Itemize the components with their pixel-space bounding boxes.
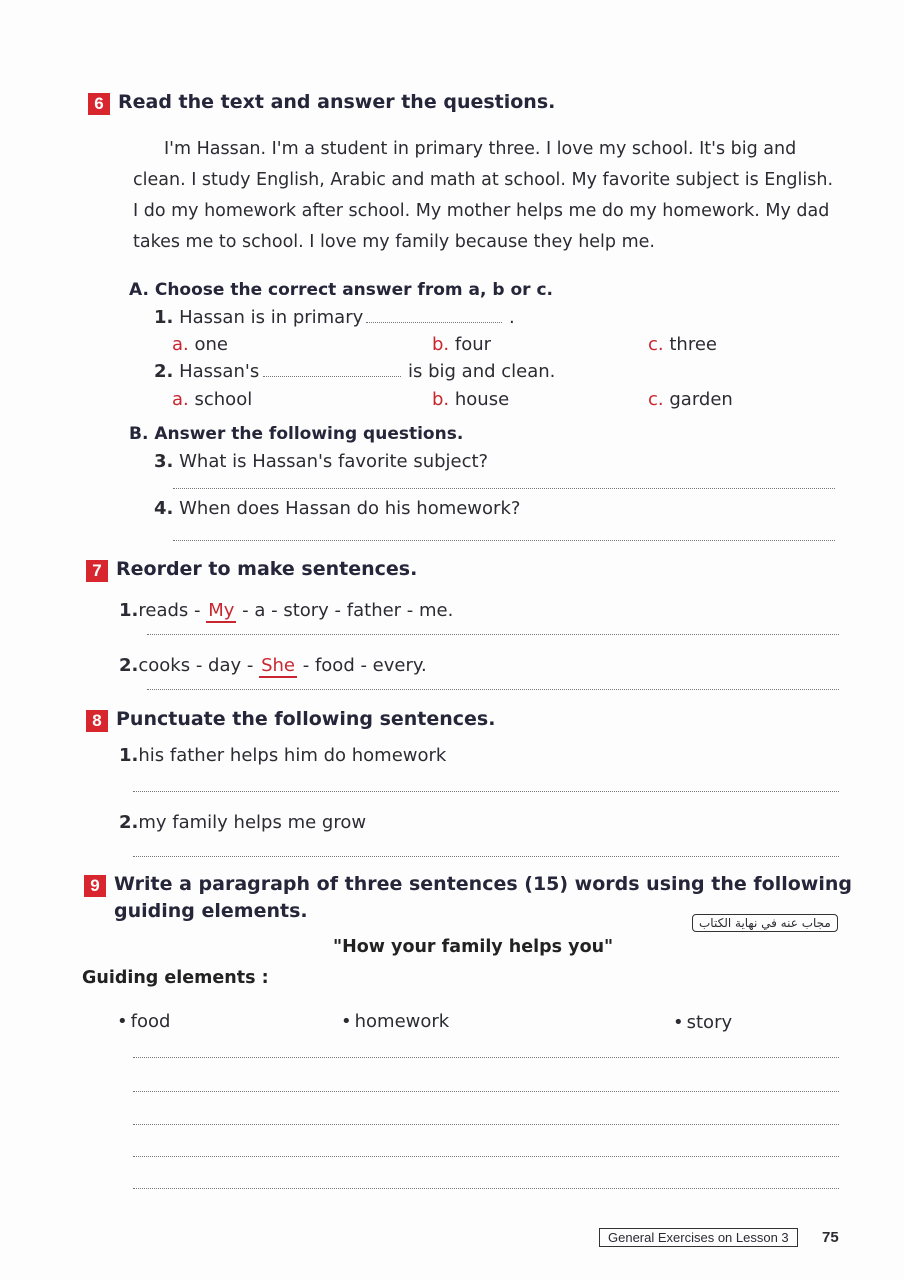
q2-option-b-letter: b.	[432, 389, 450, 410]
question-1-number: 1.	[154, 307, 174, 328]
question-2-end: is big and clean.	[408, 361, 556, 382]
exercise-9-title-line-2: guiding elements.	[114, 900, 308, 922]
reorder-1-answer-line[interactable]	[147, 634, 839, 635]
q1-option-b-letter: b.	[432, 334, 450, 355]
question-2-text: Hassan's	[179, 361, 260, 382]
question-2-number: 2.	[154, 361, 174, 382]
page-number: 75	[822, 1229, 839, 1246]
q2-option-b[interactable]	[432, 389, 509, 410]
reorder-2-pre: cooks - day -	[138, 655, 260, 676]
reorder-2-number: 2.	[119, 655, 139, 676]
paragraph-topic: "How your family helps you"	[333, 937, 614, 957]
punctuate-2-text: my family helps me grow	[138, 812, 367, 833]
exercise-7-badge: 7	[86, 560, 108, 582]
paragraph-line-4[interactable]	[133, 1156, 839, 1157]
guiding-element-food: • food	[117, 1011, 170, 1032]
exercise-9-title-line-1: Write a paragraph of three sentences (15) words using the following	[114, 873, 852, 895]
question-3-text: What is Hassan's favorite subject?	[179, 451, 489, 472]
q1-option-a[interactable]	[172, 334, 228, 355]
punctuate-2-answer-line[interactable]	[133, 856, 839, 857]
guiding-element-story: • story	[673, 1012, 732, 1033]
q1-option-c-text: three	[669, 334, 717, 355]
punctuate-1-answer-line[interactable]	[133, 791, 839, 792]
q2-option-b-text: house	[454, 389, 510, 410]
q1-option-a-letter: a.	[172, 334, 189, 355]
paragraph-line-5[interactable]	[133, 1188, 839, 1189]
reading-paragraph-line-2: clean. I study English, Arabic and math at school. My favorite subject is English.	[133, 170, 834, 190]
reading-paragraph-line-3: I do my homework after school. My mother helps me do my homework. My dad	[133, 201, 830, 221]
reorder-2-capital-word: She	[261, 655, 296, 676]
q2-option-a-text: school	[194, 389, 253, 410]
question-3-answer-line[interactable]	[173, 488, 835, 489]
question-4	[154, 498, 520, 519]
exercise-8-title: Punctuate the following sentences.	[116, 708, 496, 730]
question-4-text: When does Hassan do his homework?	[179, 498, 521, 519]
punctuate-sentence-2	[119, 812, 366, 833]
q2-option-c-letter: c.	[648, 389, 664, 410]
q1-option-c[interactable]	[648, 334, 717, 355]
question-1-blank[interactable]	[366, 322, 502, 323]
paragraph-line-2[interactable]	[133, 1091, 839, 1092]
paragraph-line-3[interactable]	[133, 1124, 839, 1125]
reading-paragraph-line-1: I'm Hassan. I'm a student in primary three. I love my school. It's big and	[164, 139, 797, 159]
exercise-6-title: Read the text and answer the questions.	[118, 91, 556, 113]
question-2-blank[interactable]	[263, 376, 401, 377]
q2-option-c-text: garden	[669, 389, 733, 410]
question-1-text: Hassan is in primary	[179, 307, 364, 328]
paragraph-line-1[interactable]	[133, 1057, 839, 1058]
q2-option-a[interactable]	[172, 389, 252, 410]
question-4-answer-line[interactable]	[173, 540, 835, 541]
reorder-1-number: 1.	[119, 600, 139, 621]
q1-option-b[interactable]	[432, 334, 491, 355]
q1-option-b-text: four	[454, 334, 492, 355]
question-1	[154, 307, 363, 328]
question-3-number: 3.	[154, 451, 174, 472]
question-2	[154, 361, 259, 382]
guiding-element-homework: • homework	[341, 1011, 449, 1032]
q2-option-c[interactable]	[648, 389, 733, 410]
reorder-1-capital-word: My	[208, 600, 235, 621]
footer-lesson-label: General Exercises on Lesson 3	[599, 1228, 798, 1247]
part-b-title: B. Answer the following questions.	[129, 424, 464, 444]
reorder-sentence-1	[119, 600, 453, 621]
question-3	[154, 451, 488, 472]
q2-option-a-letter: a.	[172, 389, 189, 410]
exercise-6-badge: 6	[88, 93, 110, 115]
reorder-2-answer-line[interactable]	[147, 689, 839, 690]
question-1-end: .	[509, 307, 515, 328]
reorder-1-pre: reads -	[138, 600, 207, 621]
punctuate-sentence-1	[119, 745, 446, 766]
question-4-number: 4.	[154, 498, 174, 519]
part-a-title: A. Choose the correct answer from a, b or c.	[129, 280, 553, 300]
punctuate-1-text: his father helps him do homework	[138, 745, 447, 766]
q1-option-a-text: one	[194, 334, 228, 355]
punctuate-1-number: 1.	[119, 745, 139, 766]
answer-note-arabic: مجاب عنه في نهاية الكتاب	[692, 914, 838, 932]
punctuate-2-number: 2.	[119, 812, 139, 833]
reorder-1-post: - a - story - father - me.	[236, 600, 454, 621]
reorder-sentence-2	[119, 655, 427, 676]
reading-paragraph-line-4: takes me to school. I love my family because they help me.	[133, 232, 655, 252]
exercise-7-title: Reorder to make sentences.	[116, 558, 418, 580]
exercise-8-badge: 8	[86, 710, 108, 732]
q1-option-c-letter: c.	[648, 334, 664, 355]
exercise-9-badge: 9	[84, 875, 106, 897]
reorder-2-post: - food - every.	[297, 655, 427, 676]
guiding-elements-label: Guiding elements :	[82, 968, 269, 988]
